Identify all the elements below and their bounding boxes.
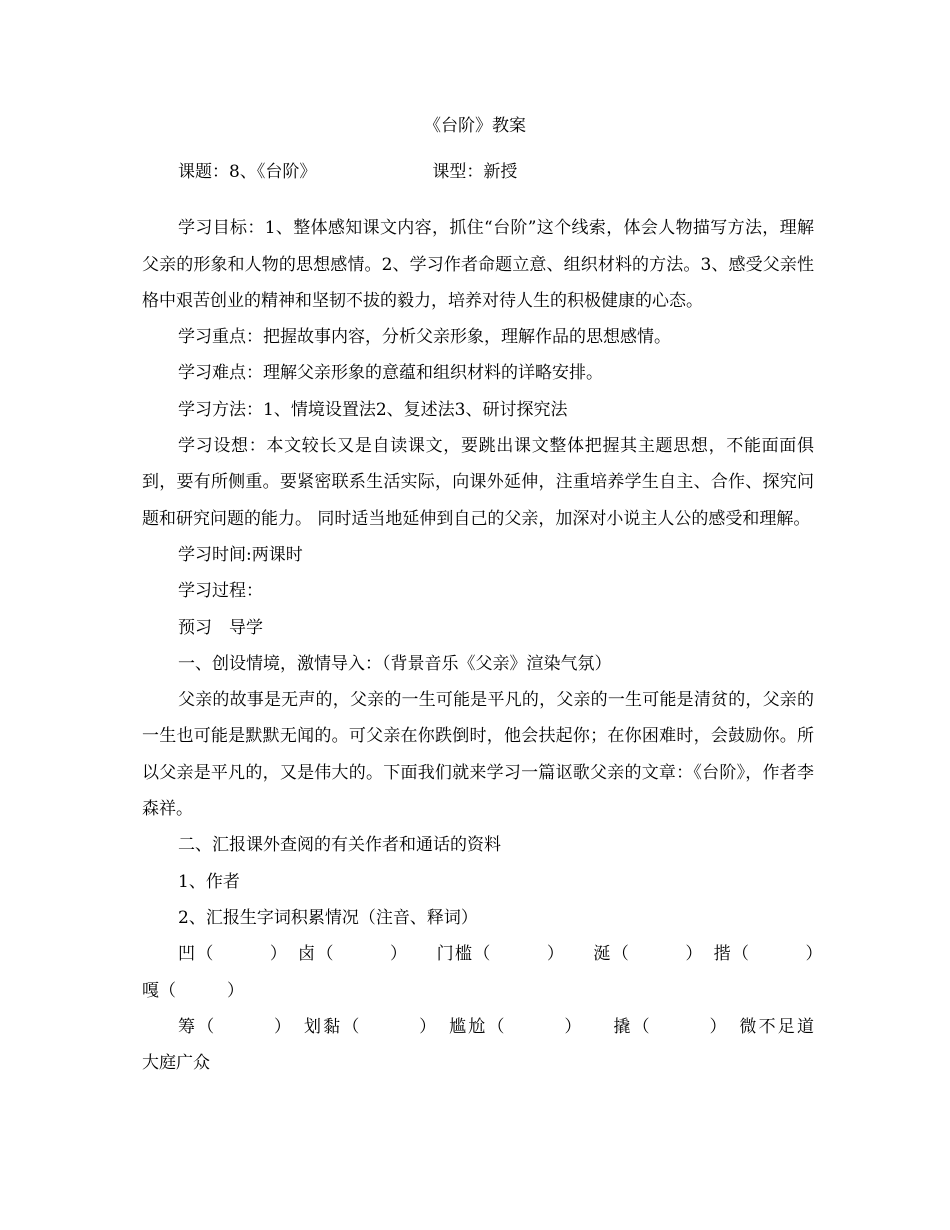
document-body	[142, 154, 882, 1081]
course-type-label: 课型：新授	[432, 162, 518, 182]
paragraph-design: 学习设想：本文较长又是自读课文，要跳出课文整体把握其主题思想，不能面面俱到，要有所侧重。要紧密联系生活实际，向课外延伸，注重培养学生自主、合作、探究问题和研究问题的能力。 同时适当地延伸到自己的父亲，加深对小说主人公的感受和理解。	[142, 436, 814, 529]
document-title: 《台阶》教案	[424, 116, 526, 136]
paragraph-preview: 预习 导学	[178, 617, 263, 638]
paragraph-process: 学习过程：	[178, 581, 263, 602]
paragraph-focus: 学习重点：把握故事内容，分析父亲形象，理解作品的思想感情。	[178, 327, 671, 348]
paragraph-story: 父亲的故事是无声的，父亲的一生可能是平凡的，父亲的一生可能是清贫的，父亲的一生也可能是默默无闻的。可父亲在你跌倒时，他会扶起你；在你困难时，会鼓励你。所以父亲是平凡的，又是伟大的。下面我们就来学习一篇讴歌父亲的文章：《台阶》，作者李森祥。	[142, 690, 814, 820]
paragraph-vocab-title: 2、汇报生字词积累情况（注音、释词）	[178, 907, 478, 928]
subject-line	[142, 154, 814, 190]
subject-label: 课题：8、《台阶》	[178, 162, 317, 182]
paragraph-step1: 一、创设情境，激情导入：（背景音乐《父亲》渲染气氛）	[178, 653, 612, 674]
vocab-line-2: 筹（ ） 划黏（ ） 尴尬（ ） 撬（ ） 微不足道 大庭广众	[142, 1016, 882, 1074]
vocab-line-1: 凹（ ） 卤（ ） 门槛（ ） 涎（ ） 揩（ ） 嘎（ ）	[142, 944, 848, 1001]
paragraph-method: 学习方法：1、情境设置法2、复述法3、研讨探究法	[178, 399, 568, 420]
paragraph-goal: 学习目标：1、整体感知课文内容，抓住“台阶”这个线索，体会人物描写方法，理解父亲的形象和人物的思想感情。2、学习作者命题立意、组织材料的方法。3、感受父亲性格中艰苦创业的精神和坚韧不拔的毅力，培养对待人生的积极健康的心态。	[142, 218, 814, 311]
paragraph-difficulty: 学习难点：理解父亲形象的意蕴和组织材料的详略安排。	[178, 363, 603, 384]
paragraph-time: 学习时间:两课时	[178, 544, 303, 565]
paragraph-step2: 二、汇报课外查阅的有关作者和通话的资料	[178, 835, 501, 856]
paragraph-author: 1、作者	[178, 871, 240, 892]
